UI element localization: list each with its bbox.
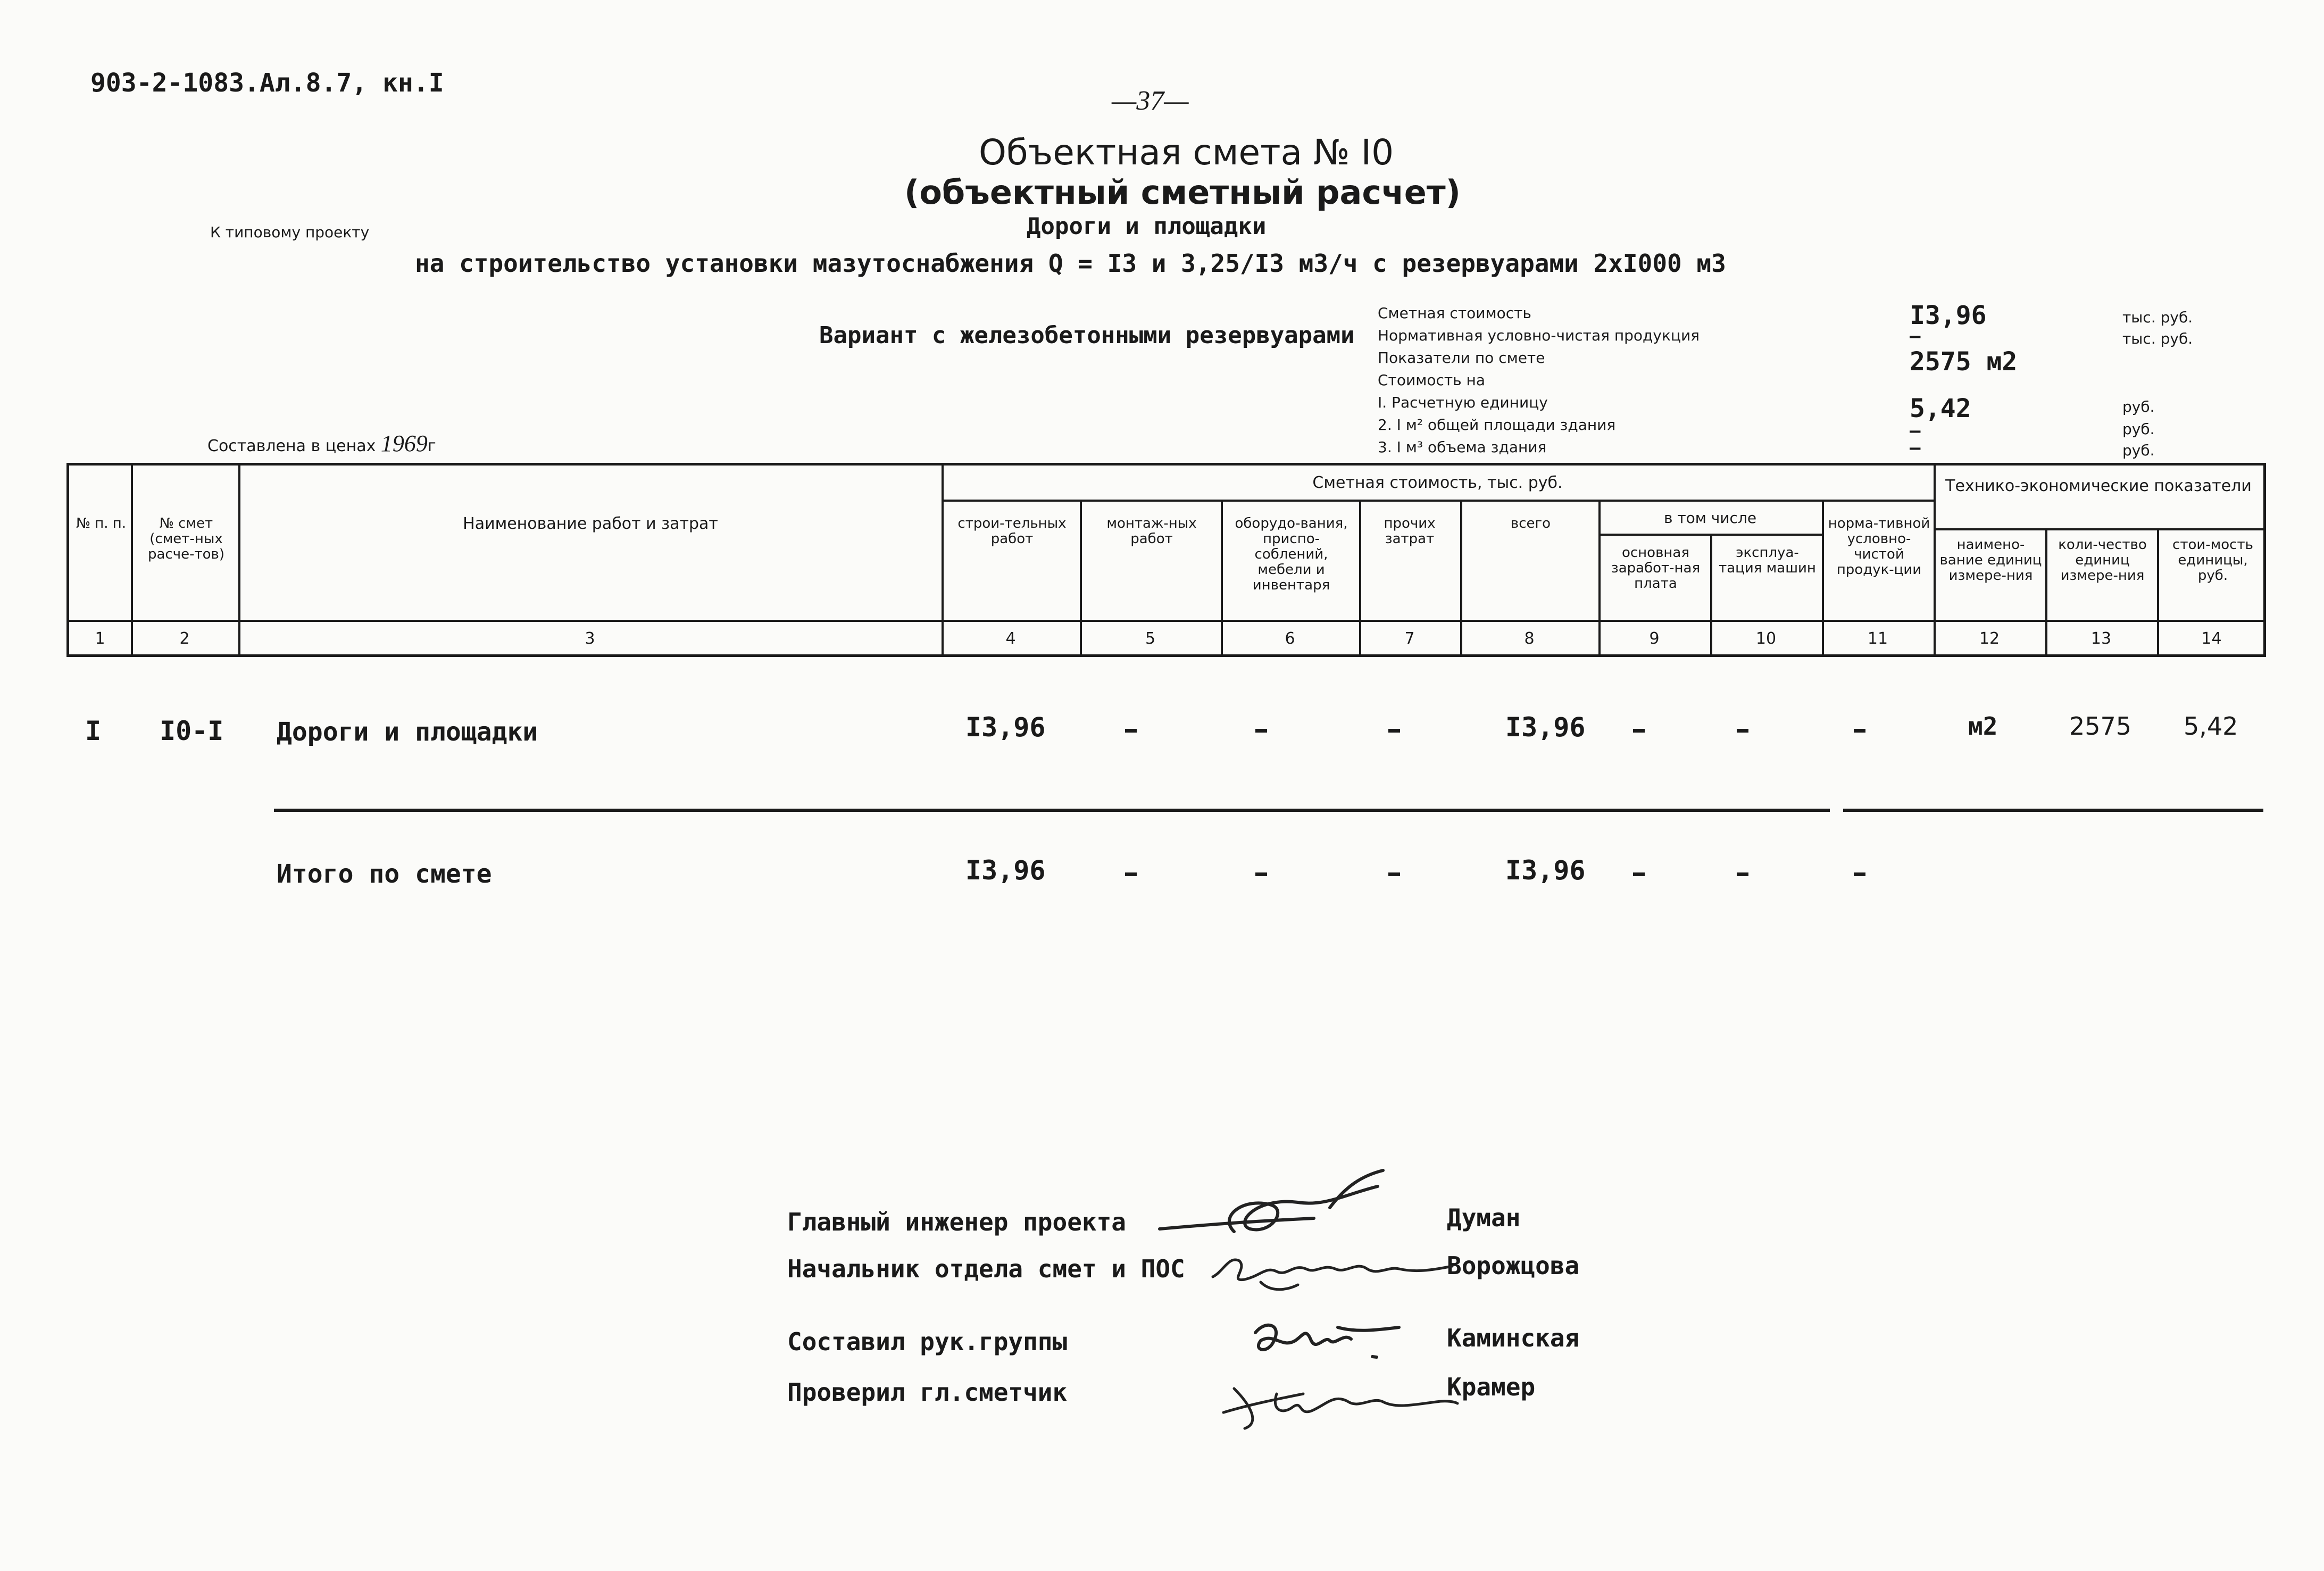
row-number: I [85,716,102,746]
signature-title: Составил рук.группы [787,1327,1068,1356]
signature-title: Начальник отдела смет и ПОС [787,1254,1185,1283]
dash [1125,729,1137,733]
group-incl-header: в том числе [1663,509,1757,527]
indicator-label: Сметная стоимость [1378,304,1531,322]
col-number: 9 [1649,629,1660,648]
col-header: наимено-вание единиц измере-ния [1939,537,2042,584]
indicator-unit: руб. [2122,442,2155,459]
indicator-label: Стоимость на [1378,371,1486,389]
row-unit: м2 [1968,712,1998,741]
col-number: 5 [1145,629,1156,648]
col-number: 8 [1524,629,1535,648]
indicator-label: Нормативная условно-чистая продукция [1378,327,1700,344]
indicator-value: I3,96 [1910,301,1987,330]
dash [1854,729,1865,733]
signature-title: Проверил гл.сметчик [787,1378,1068,1407]
dash [1633,729,1645,733]
col-number: 1 [95,629,105,648]
col-header: коли-чество единиц измере-ния [2058,537,2147,584]
row-divider [942,500,1934,502]
col-number: 14 [2201,629,2222,648]
dash [1854,872,1865,876]
col-header: № п. п. [76,516,127,531]
row-divider [69,620,2266,622]
col-divider [942,466,944,654]
indicator-value: – [1910,420,1921,442]
signature-name: Крамер [1447,1373,1536,1401]
col-header: Наименование работ и затрат [463,514,718,533]
col-divider [1934,466,1936,654]
totals-label: Итого по смете [277,859,492,889]
signature-name: Думан [1447,1203,1521,1232]
variant-label: Вариант с железобетонными резервуарами [819,322,1355,349]
prices-year: 1969 [380,430,428,456]
totals-total: I3,96 [1505,855,1586,886]
indicator-value: 2575 м2 [1910,347,2018,377]
estimate-title: Объектная смета № I0 [979,132,1394,173]
col-header: строи-тельных работ [957,516,1067,547]
dash [1255,872,1267,876]
prices-text: Составлена в ценах [207,437,376,455]
signature-scribble [1154,1165,1404,1245]
estimate-table-header [66,463,2266,657]
col-number: 3 [585,629,595,648]
signature-scribble [1213,1373,1463,1436]
dash [1388,729,1400,733]
col-number: 4 [1005,629,1016,648]
dash [1125,872,1137,876]
separator-line [274,809,1830,812]
signature-name: Ворожцова [1447,1251,1580,1280]
row-construction-cost: I3,96 [965,712,1046,743]
row-unit-cost: 5,42 [2184,712,2238,741]
dash [1737,729,1748,733]
col-header: основная заработ-ная плата [1611,545,1701,592]
row-estimate-number: I0-I [160,716,224,746]
group-cost-header: Сметная стоимость, тыс. руб. [1312,473,1563,492]
prices-suffix: г [427,437,436,455]
col-header: прочих затрат [1384,516,1436,547]
dash [1388,872,1400,876]
document-code: 903-2-1083.Ал.8.7, кн.I [90,68,444,98]
col-header: № смет (смет-ных расче-тов) [148,516,224,562]
col-number: 2 [179,629,190,648]
col-header: эксплуа-тация машин [1719,545,1816,576]
col-number: 6 [1285,629,1295,648]
indicator-unit: тыс. руб. [2122,309,2193,326]
construction-description: на строительство установки мазутоснабжения Q = I3 и 3,25/I3 м3/ч с резервуарами 2хI000 м3 [415,249,1726,278]
page-number-value: 37 [1136,86,1164,116]
indicator-unit: руб. [2122,398,2155,415]
col-header: всего [1510,516,1551,531]
dash [1633,872,1645,876]
dash [1737,872,1748,876]
group-tech-header: Технико-экономические показатели [1945,477,2252,495]
col-number: 10 [1755,629,1777,648]
col-header: оборудо-вания, приспо-соблений, мебели и инвентаря [1235,516,1348,593]
col-divider [238,466,240,654]
totals-construction-cost: I3,96 [965,855,1046,886]
indicator-value: 5,42 [1910,394,1971,423]
col-number: 11 [1867,629,1888,648]
row-divider [1598,534,1822,536]
row-divider [1934,528,2266,530]
col-divider [131,466,133,654]
object-name: Дороги и площадки [1027,213,1267,240]
indicator-label: 3. I м³ объема здания [1378,438,1547,456]
col-header: монтаж-ных работ [1106,516,1197,547]
dash [1255,729,1267,733]
estimate-subtitle: (объектный сметный расчет) [904,173,1461,212]
col-header: стои-мость единицы, руб. [2172,537,2253,584]
row-name: Дороги и площадки [277,717,538,747]
indicator-value: – [1910,437,1921,459]
indicator-unit: тыс. руб. [2122,330,2193,347]
indicator-label: Показатели по смете [1378,349,1545,367]
prices-label [207,430,436,457]
to-project-label: К типовому проекту [210,223,370,241]
indicator-label: I. Расчетную единицу [1378,394,1548,411]
col-number: 12 [1979,629,2000,648]
signature-name: Каминская [1447,1324,1580,1352]
indicator-label: 2. I м² общей площади здания [1378,416,1616,434]
separator-line [1843,809,2263,812]
page-number: —37— [1112,86,1189,116]
signature-scribble [1207,1240,1457,1298]
col-header: норма-тивной условно-чистой продук-ции [1828,516,1930,578]
indicator-value: – [1910,326,1921,347]
signature-scribble [1245,1311,1415,1370]
row-total: I3,96 [1505,712,1586,743]
signature-title: Главный инженер проекта [787,1208,1126,1236]
col-number: 7 [1404,629,1415,648]
col-number: 13 [2090,629,2112,648]
row-quantity: 2575 [2069,712,2132,741]
indicator-unit: руб. [2122,420,2155,438]
